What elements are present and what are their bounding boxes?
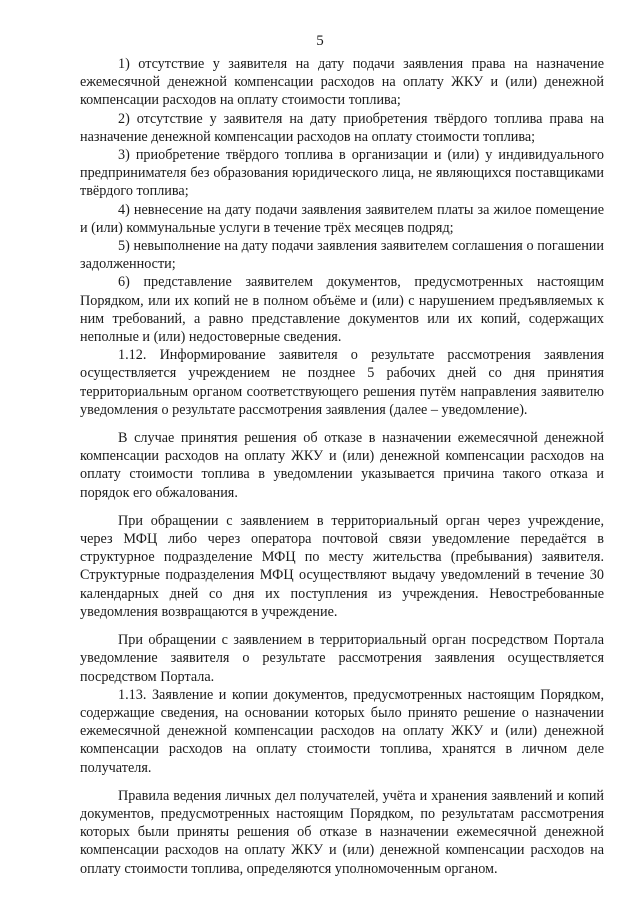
paragraph-section-1-13: 1.13. Заявление и копии документов, предусмотренных настоящим Порядком, содержащие сведения, на основании которых было принято решение о назначении ежемесячной денежной компенсации расходов на оплату ЖКУ и (или) денежной компенсации расходов на оплату стоимости топлива, хранятся в личном деле получателя. <box>80 686 604 776</box>
document-body <box>80 55 604 878</box>
paragraph-refusal-notice: В случае принятия решения об отказе в назначении ежемесячной денежной компенсации расходов на оплату ЖКУ и (или) денежной компенсации расходов на оплату стоимости топлива в уведомлении указывается причина такого отказа и порядок его обжалования. <box>80 430 604 501</box>
paragraph-item-4: 4) невнесение на дату подачи заявления заявителем платы за жилое помещение и (или) коммунальные услуги в течение трёх месяцев подряд; <box>80 201 604 236</box>
paragraph-personal-files-rules: Правила ведения личных дел получателей, учёта и хранения заявлений и копий документов, предусмотренных настоящим Порядком, по результатам рассмотрения которых были приняты решения об отказе в назначении ежемесячной денежной компенсации расходов на оплату ЖКУ и (или) денежной компенсации расходов на оплату стоимости топлива, определяются уполномоченным органом. <box>80 787 604 877</box>
paragraph-mfc-delivery: При обращении с заявлением в территориальный орган через учреждение, через МФЦ либо через оператора почтовой связи уведомление передаётся в структурное подразделение МФЦ по месту жительства (пребывания) заявителя. Структурные подразделения МФЦ осуществляют выдачу уведомлений в течение 30 календарных дней со дня их поступления из учреждения. Невостребованные уведомления возвращаются в учреждение. <box>80 512 604 620</box>
paragraph-section-1-12: 1.12. Информирование заявителя о результате рассмотрения заявления осуществляется учреждением не позднее 5 рабочих дней со дня принятия территориальным органом соответствующего решения путём направления заявителю уведомления о результате рассмотрения заявления (далее – уведомление). <box>80 347 604 418</box>
page-number: 5 <box>316 33 324 49</box>
paragraph-item-2: 2) отсутствие у заявителя на дату приобретения твёрдого топлива права на назначение денежной компенсации расходов на оплату стоимости топлива; <box>80 110 604 145</box>
paragraph-portal-notice: При обращении с заявлением в территориальный орган посредством Портала уведомление заявителя о результате рассмотрения заявления осуществляется посредством Портала. <box>80 632 604 685</box>
paragraph-item-6: 6) представление заявителем документов, предусмотренных настоящим Порядком, или их копий не в полном объёме и (или) с нарушением предъявляемых к ним требований, а равно представление документов или их копий, содержащих неполные и (или) недостоверные сведения. <box>80 274 604 346</box>
paragraph-item-5: 5) невыполнение на дату подачи заявления заявителем соглашения о погашении задолженности; <box>80 238 604 273</box>
paragraph-item-3: 3) приобретение твёрдого топлива в организации и (или) у индивидуального предпринимателя без образования юридического лица, не являющихся поставщиками твёрдого топлива; <box>80 147 604 200</box>
paragraph-item-1: 1) отсутствие у заявителя на дату подачи заявления права на назначение ежемесячной денежной компенсации расходов на оплату ЖКУ и (или) денежной компенсации расходов на оплату стоимости топлива; <box>80 56 604 109</box>
